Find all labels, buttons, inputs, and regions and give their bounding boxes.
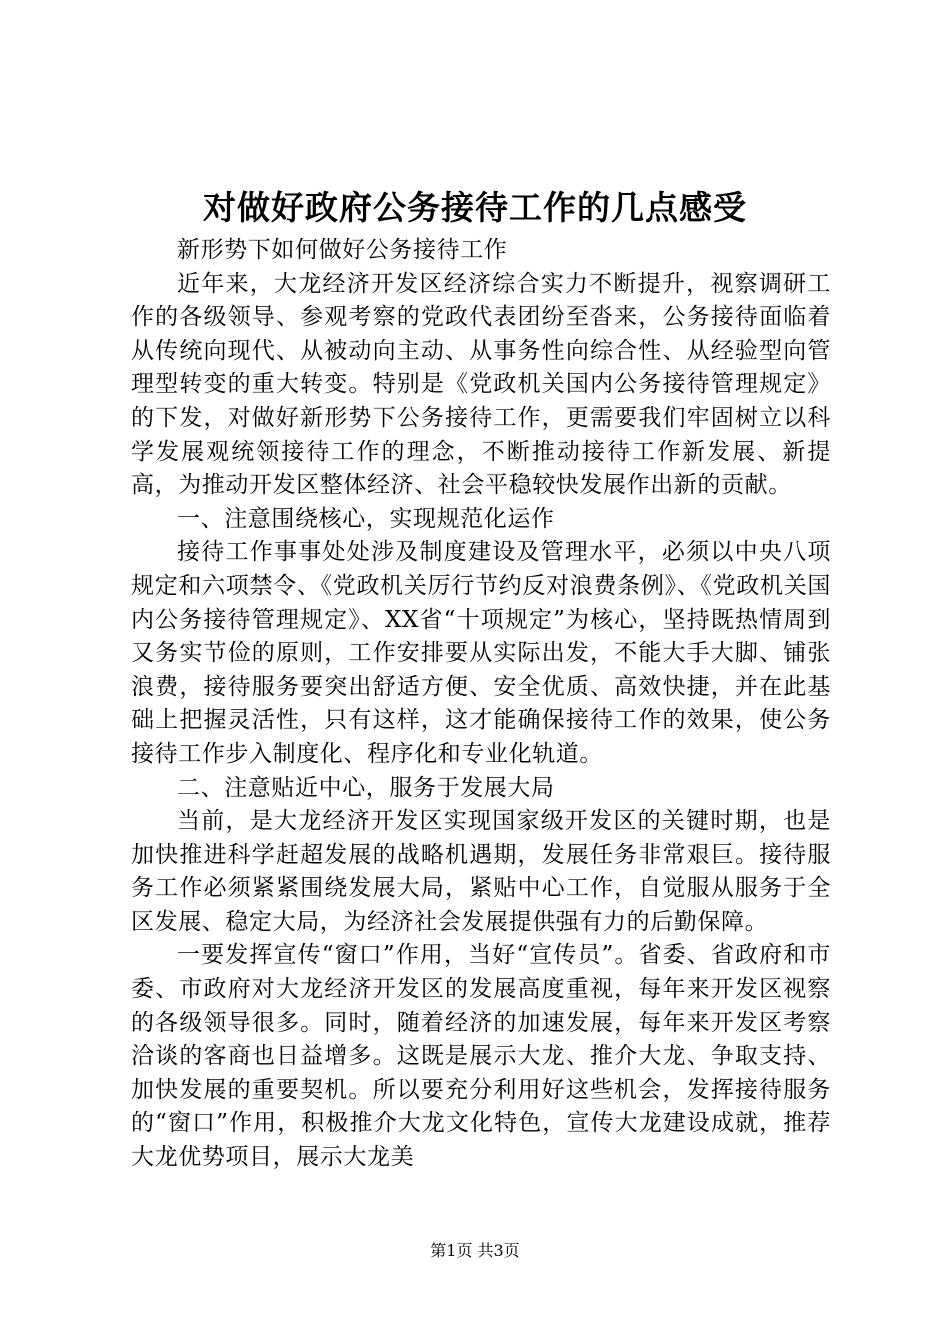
page-footer: 第1页 共3页 [430,1241,520,1260]
body-paragraph: 近年来，大龙经济开发区经济综合实力不断提升，视察调研工作的各级领导、参观考察的党政代表团纷至沓来，公务接待面临着从传统向现代、从被动向主动、从事务性向综合性、从经验型向管理型转变的重大转变。特别是《党政机关国内公务接待管理规定》的下发，对做好新形势下公务接待工作，更需要我们牢固树立以科学发展观统领接待工作的理念，不断推动接待工作新发展、新提高，为推动开发区整体经济、社会平稳较快发展作出新的贡献。 [131,270,831,499]
section-heading: 二、注意贴近中心，服务于发展大局 [177,774,555,801]
body-paragraph: 接待工作事事处处涉及制度建设及管理水平，必须以中央八项规定和六项禁令、《党政机关厉行节约反对浪费条例》、《党政机关国内公务接待管理规定》、XX省“十项规定”为核心，坚持既热情周到又务实节俭的原则，工作安排要从实际出发，不能大手大脚、铺张浪费，接待服务要突出舒适方便、安全优质、高效快捷，并在此基础上把握灵活性，只有这样，这才能确保接待工作的效果，使公务接待工作步入制度化、程序化和专业化轨道。 [131,539,831,767]
body-paragraph: 一要发挥宣传“窗口”作用，当好“宣传员”。省委、省政府和市委、市政府对大龙经济开发区的发展高度重视，每年来开发区视察的各级领导很多。同时，随着经济的加速发展，每年来开发区考察洽谈的客商也日益增多。这既是展示大龙、推介大龙、争取支持、加快发展的重要契机。所以要充分利用好这些机会，发挥接待服务的“窗口”作用，积极推介大龙文化特色，宣传大龙建设成就，推荐大龙优势项目，展示大龙美 [131,942,831,1171]
section-heading: 一、注意围绕核心，实现规范化运作 [177,505,555,532]
body-paragraph: 当前，是大龙经济开发区实现国家级开发区的关键时期，也是加快推进科学赶超发展的战略机遇期，发展任务非常艰巨。接待服务工作必须紧紧围绕发展大局，紧贴中心工作，自觉服从服务于全区发展、稳定大局，为经济社会发展提供强有力的后勤保障。 [131,808,831,935]
document-body [131,234,831,1175]
subtitle-paragraph: 新形势下如何做好公务接待工作 [177,237,508,263]
document-title: 对做好政府公务接待工作的几点感受 [203,188,747,227]
